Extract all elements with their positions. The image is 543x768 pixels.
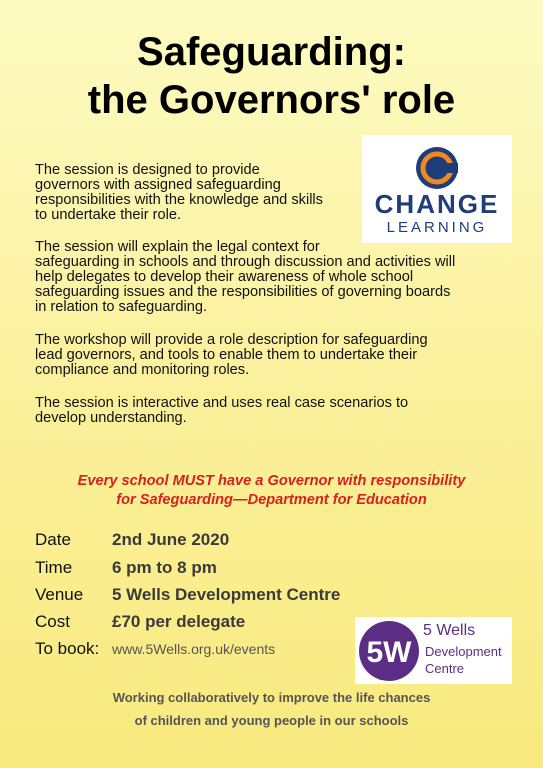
booking-link[interactable]: www.5Wells.org.uk/events	[112, 641, 276, 657]
title-line-1: Safeguarding:	[137, 30, 406, 74]
page-title	[0, 28, 543, 124]
title-line-2: the Governors' role	[87, 78, 456, 122]
intro-paragraph	[35, 163, 323, 223]
interactive-line: develop understanding.	[35, 410, 187, 426]
five-wells-5w-icon	[358, 620, 420, 682]
detail-label: Cost	[35, 612, 70, 631]
quote-line-2: for Safeguarding—Department for Education	[116, 492, 427, 508]
workshop-paragraph	[35, 333, 428, 378]
detail-value: 6 pm to 8 pm	[112, 558, 217, 577]
legal-line: safeguarding issues and the responsibilities of governing boards	[35, 284, 451, 300]
detail-label: Venue	[35, 585, 84, 604]
interactive-paragraph	[35, 396, 408, 426]
change-learning-logo	[362, 135, 512, 243]
workshop-line: The workshop will provide a role description for safeguarding	[35, 332, 428, 348]
legal-context-paragraph	[35, 240, 455, 315]
legal-line: help delegates to develop their awareness of whole school	[35, 269, 414, 285]
five-wells-subtitle-1: Development	[425, 644, 502, 659]
detail-value: £70 per delegate	[112, 612, 246, 631]
workshop-line: compliance and monitoring roles.	[35, 362, 250, 378]
change-learning-c-icon	[414, 145, 460, 191]
five-wells-mark: 5W	[366, 636, 412, 669]
five-wells-name: 5 Wells	[423, 622, 476, 639]
detail-value: 5 Wells Development Centre	[112, 585, 341, 604]
legal-line: safeguarding in schools and through discussion and activities will	[35, 254, 456, 270]
intro-line: governors with assigned safeguarding	[35, 177, 281, 193]
intro-line: to undertake their role.	[35, 207, 182, 223]
legal-line: The session will explain the legal context for	[35, 239, 320, 255]
intro-line: responsibilities with the knowledge and skills	[35, 192, 323, 208]
five-wells-logo	[355, 617, 512, 684]
detail-label: Time	[35, 558, 73, 577]
detail-value: 2nd June 2020	[112, 530, 230, 549]
change-learning-wordmark-top: CHANGE	[374, 189, 500, 219]
change-learning-wordmark-bottom: LEARNING	[386, 219, 488, 236]
footer-line-2: of children and young people in our schools	[134, 713, 409, 728]
detail-label: Date	[35, 530, 71, 549]
interactive-line: The session is interactive and uses real case scenarios to	[35, 395, 409, 411]
intro-line: The session is designed to provide	[35, 162, 260, 178]
legal-line: in relation to safeguarding.	[35, 299, 207, 315]
quote-line-1: Every school MUST have a Governor with responsibility	[77, 473, 466, 489]
footer-line-1: Working collaboratively to improve the life chances	[112, 690, 431, 705]
booking-label: To book:	[35, 639, 100, 658]
requirement-quote	[0, 472, 543, 510]
five-wells-subtitle-2: Centre	[425, 661, 465, 676]
workshop-line: lead governors, and tools to enable them to undertake their	[35, 347, 418, 363]
